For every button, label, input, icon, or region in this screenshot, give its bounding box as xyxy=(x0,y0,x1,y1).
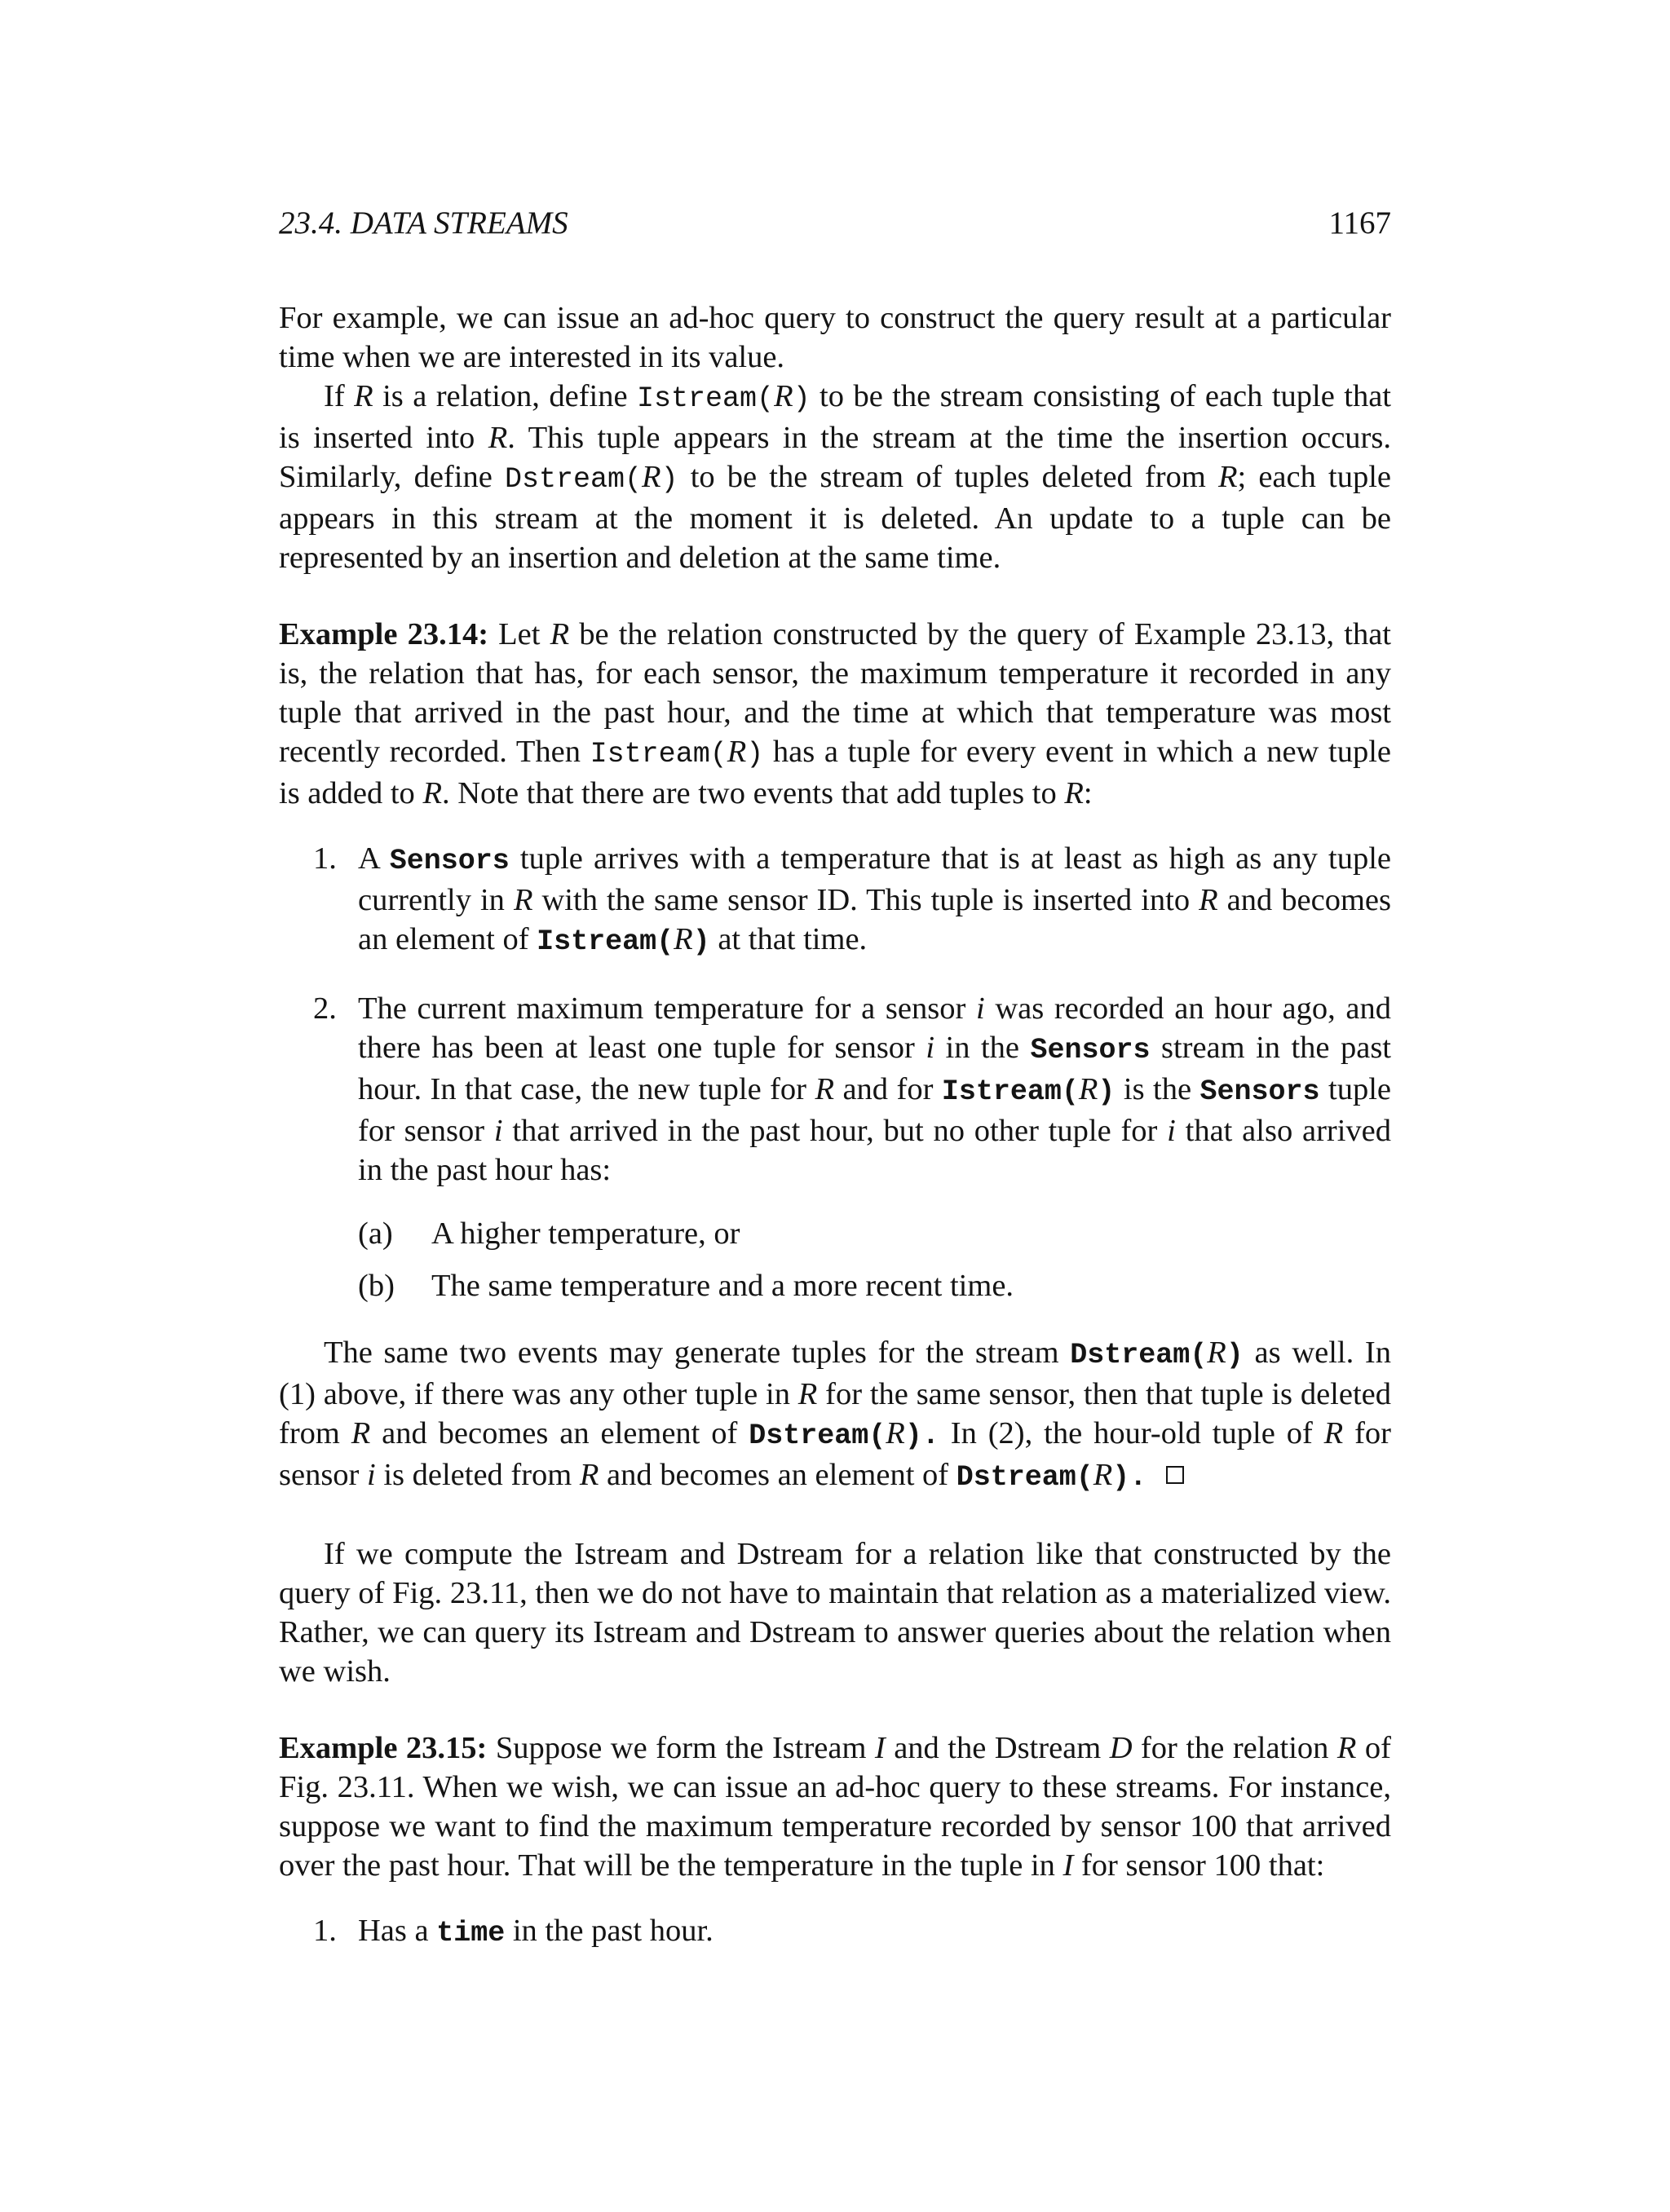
list-item: 1. A Sensors tuple arrives with a temperature that is at least as high as any tuple currently in R with the same sensor ID. This tuple is inserted into R and becomes an element of Istream(R) at that time. xyxy=(279,839,1391,961)
math-var: D xyxy=(1109,1731,1133,1765)
code-term: Sensors xyxy=(1199,1075,1320,1108)
math-var: R xyxy=(815,1072,834,1106)
math-var: R xyxy=(1078,1072,1098,1106)
code-term: time xyxy=(436,1917,506,1949)
list-item: 1. Has a time in the past hour. xyxy=(279,1911,1391,1953)
sub-list xyxy=(358,1214,1391,1305)
code-term: Dstream( xyxy=(956,1461,1093,1494)
condition-list xyxy=(279,1911,1391,1953)
math-var: R xyxy=(488,421,508,455)
math-var: I xyxy=(874,1731,886,1765)
math-var: R xyxy=(641,460,661,494)
sub-list-item: (a) A higher temperature, or xyxy=(358,1214,1391,1253)
code-term: Dstream( xyxy=(1070,1339,1208,1371)
sub-list-label: (b) xyxy=(358,1269,395,1303)
sub-list-item: (b) The same temperature and a more recent time. xyxy=(358,1266,1391,1305)
math-var: R xyxy=(1323,1416,1344,1450)
math-var: R xyxy=(674,922,693,956)
paragraph-istream-definition: If R is a relation, define Istream(R) to be the stream consisting of each tuple that is inserted into R. This tuple appears in the stream at the time the insertion occurs. Similarly, define Dstream(R) to be the stream of tuples deleted from R; each tuple appears in this stream at the moment it is deleted. An update to a tuple can be represented by an insertion and deletion at the same time. xyxy=(279,379,1391,575)
code-term: Istream( xyxy=(537,925,674,958)
code-term: Istream( xyxy=(590,738,727,770)
math-var: R xyxy=(797,1377,818,1411)
math-var: R xyxy=(1093,1458,1113,1492)
math-var: R xyxy=(886,1416,905,1450)
math-var: R xyxy=(1336,1731,1357,1765)
body-text xyxy=(279,298,1391,1953)
example-label: Example 23.14: xyxy=(279,617,489,651)
sub-list-label: (a) xyxy=(358,1216,393,1251)
math-var: R xyxy=(550,617,570,651)
code-term: Sensors xyxy=(389,845,510,877)
math-var: R xyxy=(513,883,533,917)
code-term: Dstream( xyxy=(749,1419,886,1452)
paragraph-materialized-view: If we compute the Istream and Dstream for a relation like that constructed by the query of Fig. 23.11, then we do not have to maintain that relation as a materialized view. Rather, we can query its Istream and Dstream to answer queries about the relation when we wish. xyxy=(279,1537,1391,1689)
list-number: 1. xyxy=(313,841,337,876)
code-term: Istream( xyxy=(941,1075,1079,1108)
math-var: i xyxy=(367,1458,376,1492)
math-var: i xyxy=(493,1114,503,1148)
list-number: 2. xyxy=(313,991,337,1026)
example-label: Example 23.15: xyxy=(279,1731,488,1765)
math-var: R xyxy=(1217,460,1238,494)
math-var: R xyxy=(774,379,793,413)
math-var: R xyxy=(579,1458,599,1492)
math-var: R xyxy=(1199,883,1218,917)
code-term: Istream( xyxy=(637,382,775,415)
code-term: Dstream( xyxy=(504,463,642,496)
paragraph-intro: For example, we can issue an ad-hoc query to construct the query result at a particular time when we are interested in its value. xyxy=(279,301,1391,374)
math-var: R xyxy=(351,1416,371,1450)
section-title: 23.4. DATA STREAMS xyxy=(279,205,568,241)
event-list xyxy=(279,839,1391,1305)
running-head xyxy=(279,205,1391,244)
end-of-example-icon xyxy=(1166,1466,1184,1484)
example-23-14: Example 23.14: Let R be the relation constructed by the query of Example 23.13, that is, the relation that has, for each sensor, the maximum temperature it recorded in any tuple that arrived in the past hour, and the time at which that temperature was most recently recorded. Then Istream(R) has a tuple for every event in which a new tuple is added to R. Note that there are two events that add tuples to R: xyxy=(279,617,1391,810)
math-var: i xyxy=(1167,1114,1176,1148)
math-var: i xyxy=(926,1031,935,1065)
example-23-15: Example 23.15: Suppose we form the Istream I and the Dstream D for the relation R of Fig. 23.11. When we wish, we can issue an ad-hoc query to these streams. For instance, suppose we want to find the maximum temperature recorded by sensor 100 that arrived over the past hour. That will be the temperature in the tuple in I for sensor 100 that: xyxy=(279,1731,1391,1883)
list-number: 1. xyxy=(313,1914,337,1948)
paragraph-dstream-events: The same two events may generate tuples for the stream Dstream(R) as well. In (1) above, if there was any other tuple in R for the same sensor, then that tuple is deleted from R and becomes an element of Dstream(R). In (2), the hour-old tuple of R for sensor i is deleted from R and becomes an element of Dstream(R). xyxy=(279,1336,1392,1494)
math-var: R xyxy=(1064,776,1084,810)
math-var: R xyxy=(1207,1336,1226,1370)
page-number: 1167 xyxy=(1328,205,1391,241)
math-var: R xyxy=(422,776,442,810)
math-var: R xyxy=(354,379,373,413)
math-var: i xyxy=(975,991,985,1026)
math-var: R xyxy=(727,735,747,769)
math-var: I xyxy=(1063,1848,1074,1883)
code-term: Sensors xyxy=(1030,1034,1151,1066)
list-item: 2. The current maximum temperature for a sensor i was recorded an hour ago, and there has been at least one tuple for sensor i in the Sensors stream in the past hour. In that case, the new tuple for R and for Istream(R) is the Sensors tuple for sensor i that arrived in the past hour, but no other tuple for i that also arrived in the past hour has: (a) A higher temperature, or (b) The same temperature and a more recent time. xyxy=(279,989,1391,1305)
